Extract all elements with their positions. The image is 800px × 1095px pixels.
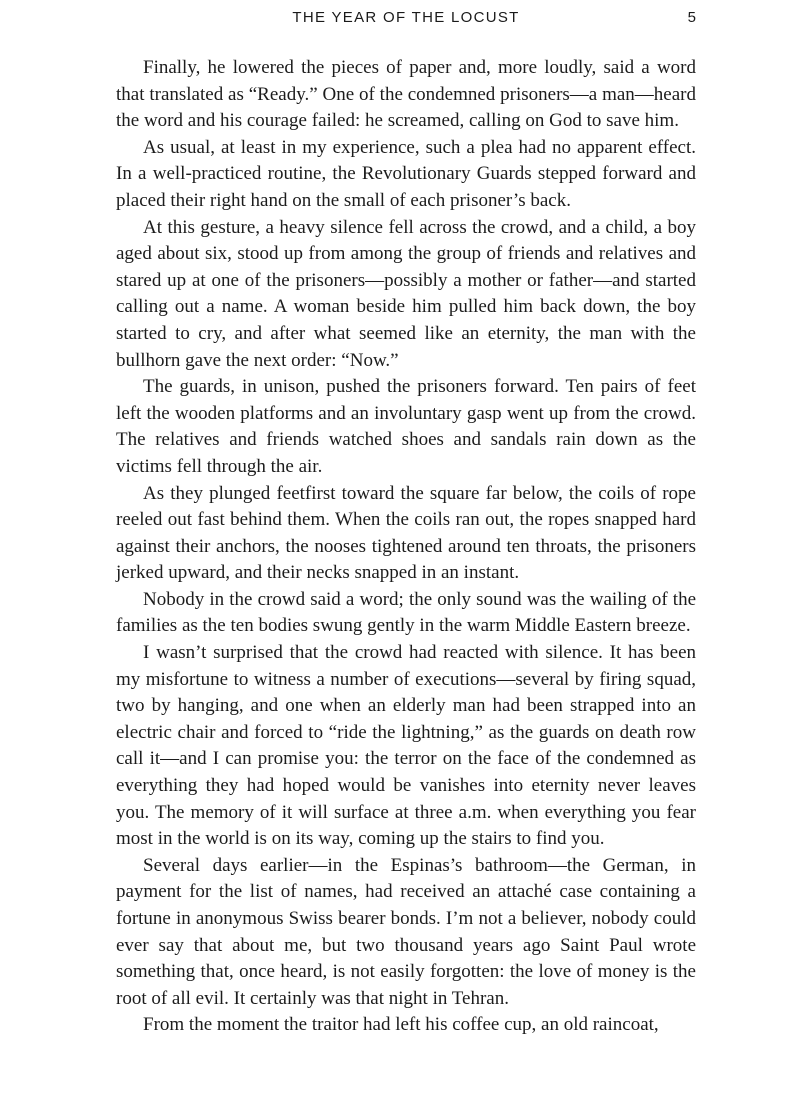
paragraph: I wasn’t surprised that the crowd had reacted with silence. It has been my misfortune to witness a number of executions—several by firing squad, two by hanging, and one when an elderly man had been strapped into an electric chair and forced to “ride the lightning,” as the guards on death row call it—and I can promise you: the terror on the face of the condemned as everything they had hoped would be vanishes into eternity never leaves you. The memory of it will surface at three a.m. when everything you fear most in the world is on its way, coming up the stairs to find you. — [116, 642, 696, 850]
paragraph: Finally, he lowered the pieces of paper and, more loudly, said a word that translated as “Ready.” One of the condemned prisoners—a man—heard the word and his courage failed: he screamed, calling on God to save him. — [116, 57, 696, 132]
running-head-title: THE YEAR OF THE LOCUST — [292, 9, 520, 26]
paragraph: As they plunged feetfirst toward the square far below, the coils of rope reeled out fast behind them. When the coils ran out, the ropes snapped hard against their anchors, the nooses tightened around ten throats, the prisoners jerked upward, and their necks snapped in an instant. — [116, 482, 696, 584]
paragraph: The guards, in unison, pushed the prisoners forward. Ten pairs of feet left the wooden platforms and an involuntary gasp went up from the crowd. The relatives and friends watched shoes and sandals rain down as the victims fell through the air. — [116, 376, 696, 477]
page-number: 5 — [687, 9, 696, 26]
paragraph: Nobody in the crowd said a word; the only sound was the wailing of the families as the ten bodies swung gently in the warm Middle Eastern breeze. — [116, 588, 696, 637]
paragraph: At this gesture, a heavy silence fell across the crowd, and a child, a boy aged about six, stood up from among the group of friends and relatives and stared up at one of the prisoners—possibly a mother or father—and started calling out a name. A woman beside him pulled him back down, the boy started to cry, and after what seemed like an eternity, the man with the bullhorn gave the next order: “Now.” — [116, 216, 696, 371]
body-text — [116, 55, 696, 1039]
running-head — [116, 7, 696, 29]
paragraph: Several days earlier—in the Espinas’s bathroom—the German, in payment for the list of names, had received an attaché case containing a fortune in anonymous Swiss bearer bonds. I’m not a believer, nobody could ever say that about me, but two thousand years ago Saint Paul wrote something that, once heard, is not easily forgotten: the love of money is the root of all evil. It certainly was that night in Tehran. — [116, 854, 696, 1009]
paragraph: From the moment the traitor had left his coffee cup, an old raincoat, — [143, 1014, 659, 1036]
paragraph: As usual, at least in my experience, such a plea had no apparent effect. In a well-practiced routine, the Revolutionary Guards stepped forward and placed their right hand on the small of each prisoner’s back. — [116, 136, 696, 211]
